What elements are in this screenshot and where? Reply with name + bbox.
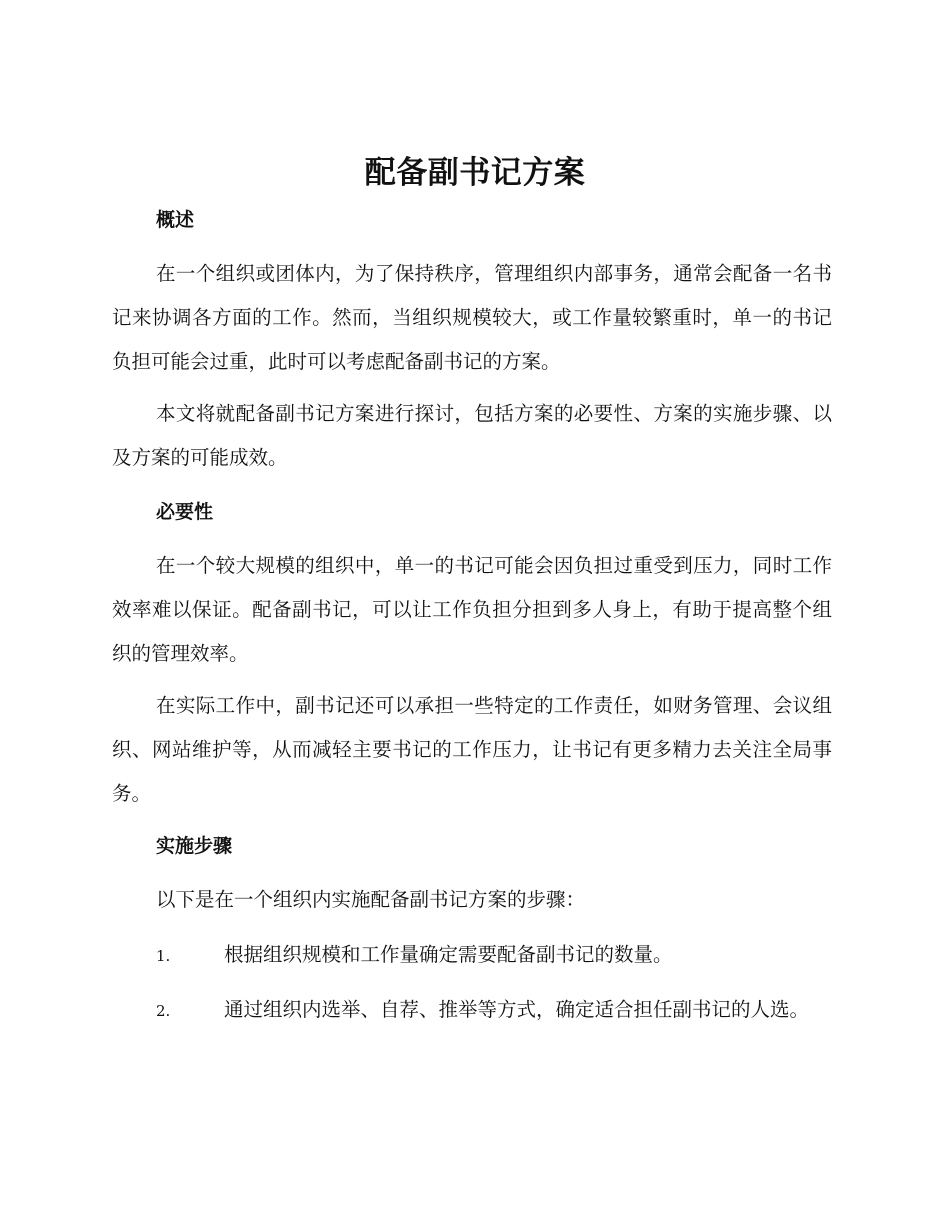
section-heading-steps: 实施步骤 bbox=[156, 835, 233, 857]
list-item bbox=[112, 933, 832, 978]
necessity-paragraph-2: 在实际工作中，副书记还可以承担一些特定的工作责任，如财务管理、会议组织、网站维护等，从而减轻主要书记的工作压力，让书记有更多精力去关注全局事务。 bbox=[112, 694, 832, 805]
list-item-text: 根据组织规模和工作量确定需要配备副书记的数量。 bbox=[224, 943, 673, 966]
steps-intro: 以下是在一个组织内实施配备副书记方案的步骤： bbox=[156, 888, 586, 911]
list-item-number: 2. bbox=[156, 1002, 171, 1020]
document-title: 配备副书记方案 bbox=[364, 155, 586, 191]
list-item-text: 通过组织内选举、自荐、推举等方式，确定适合担任副书记的人选。 bbox=[224, 998, 810, 1021]
section-heading-overview: 概述 bbox=[156, 209, 195, 231]
list-item-number: 1. bbox=[156, 947, 171, 965]
overview-paragraph-1: 在一个组织或团体内，为了保持秩序，管理组织内部事务，通常会配备一名书记来协调各方面的工作。然而，当组织规模较大，或工作量较繁重时，单一的书记负担可能会过重，此时可以考虑配备副书记的方案。 bbox=[112, 262, 832, 373]
overview-paragraph-2: 本文将就配备副书记方案进行探讨，包括方案的必要性、方案的实施步骤、以及方案的可能成效。 bbox=[112, 402, 832, 469]
section-heading-necessity: 必要性 bbox=[156, 501, 214, 523]
list-item bbox=[112, 988, 832, 1033]
necessity-paragraph-1: 在一个较大规模的组织中，单一的书记可能会因负担过重受到压力，同时工作效率难以保证。配备副书记，可以让工作负担分担到多人身上，有助于提高整个组织的管理效率。 bbox=[112, 554, 832, 665]
